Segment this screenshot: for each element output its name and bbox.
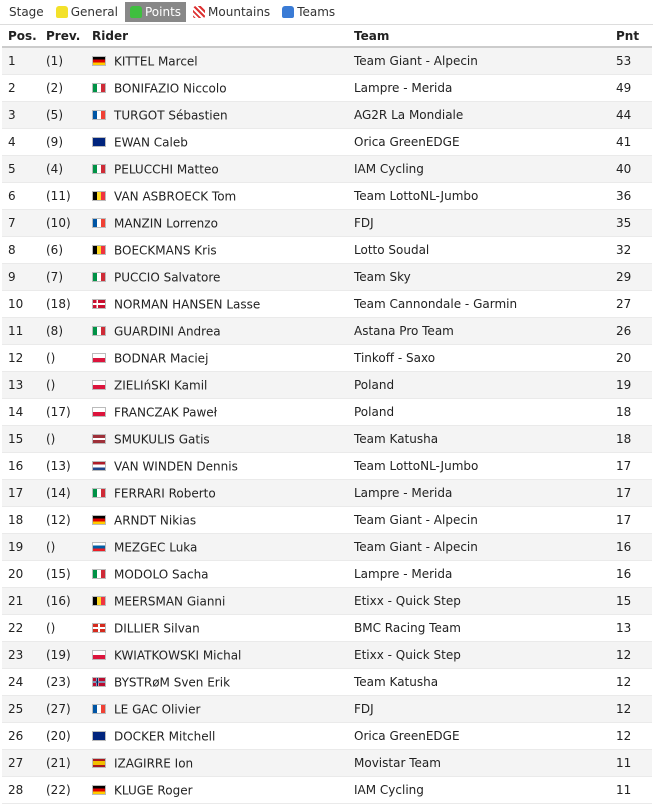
position-cell: 18 [8, 513, 24, 527]
previous-position-cell: () [46, 621, 56, 635]
rider-name-link[interactable]: MODOLO Sacha [114, 567, 209, 582]
team-link[interactable]: Poland [354, 378, 395, 392]
italy-flag-icon [92, 83, 106, 93]
team-link[interactable]: Lampre - Merida [354, 486, 453, 500]
belgium-flag-icon [92, 245, 106, 255]
italy-flag-icon [92, 326, 106, 336]
rider-cell [86, 669, 348, 696]
rider-name-link[interactable]: LE GAC Olivier [114, 702, 201, 717]
rider-cell [86, 507, 348, 534]
rider-name-link[interactable]: BYSTRøM Sven Erik [114, 675, 231, 690]
points-cell: 17 [616, 486, 632, 500]
table-row [2, 210, 652, 237]
previous-position-cell: (10) [46, 216, 71, 230]
norway-flag-icon [92, 677, 106, 687]
france-flag-icon [92, 218, 106, 228]
italy-flag-icon [92, 272, 106, 282]
slovenia-flag-icon [92, 542, 106, 552]
team-link[interactable]: Team Giant - Alpecin [354, 513, 478, 527]
points-cell: 32 [616, 243, 632, 257]
points-cell: 49 [616, 81, 632, 95]
tab-teams[interactable] [277, 2, 340, 22]
previous-position-cell: (8) [46, 324, 63, 338]
team-link[interactable]: Tinkoff - Saxo [354, 351, 436, 365]
position-cell: 6 [8, 189, 16, 203]
previous-position-cell: () [46, 351, 56, 365]
position-cell: 27 [8, 756, 24, 770]
points-cell: 44 [616, 108, 632, 122]
position-cell: 25 [8, 702, 24, 716]
points-cell: 15 [616, 594, 632, 608]
table-row [2, 534, 652, 561]
rider-cell [86, 642, 348, 669]
switzerland-flag-icon [92, 623, 106, 633]
previous-position-cell: (14) [46, 486, 71, 500]
team-link[interactable]: Orica GreenEDGE [354, 135, 460, 149]
previous-position-cell: (7) [46, 270, 63, 284]
team-link[interactable]: Etixx - Quick Step [354, 648, 461, 662]
previous-position-cell: () [46, 378, 56, 392]
team-link[interactable]: Team Cannondale - Garmin [354, 297, 518, 311]
germany-flag-icon [92, 515, 106, 525]
italy-flag-icon [92, 488, 106, 498]
team-link[interactable]: Lampre - Merida [354, 567, 453, 581]
points-cell: 41 [616, 135, 632, 149]
rider-name-link[interactable]: TURGOT Sébastien [114, 108, 228, 123]
points-cell: 17 [616, 459, 632, 473]
rider-cell [86, 156, 348, 183]
netherlands-flag-icon [92, 461, 106, 471]
rider-cell [86, 210, 348, 237]
table-row [2, 696, 652, 723]
team-link[interactable]: Team LottoNL-Jumbo [354, 189, 479, 203]
germany-flag-icon [92, 56, 106, 66]
rider-cell [86, 237, 348, 264]
table-row [2, 129, 652, 156]
previous-position-cell: () [46, 540, 56, 554]
points-cell: 40 [616, 162, 632, 176]
latvia-flag-icon [92, 434, 106, 444]
team-link[interactable]: Orica GreenEDGE [354, 729, 460, 743]
previous-position-cell: (18) [46, 297, 71, 311]
table-row [2, 399, 652, 426]
previous-position-cell: (19) [46, 648, 71, 662]
rider-cell [86, 453, 348, 480]
points-cell: 13 [616, 621, 632, 635]
team-link[interactable]: Lampre - Merida [354, 81, 453, 95]
position-cell: 24 [8, 675, 24, 689]
jersey-blue-icon [282, 6, 294, 18]
previous-position-cell: (2) [46, 81, 63, 95]
team-link[interactable]: Etixx - Quick Step [354, 594, 461, 608]
table-row [2, 47, 652, 75]
position-cell: 8 [8, 243, 16, 257]
table-row [2, 318, 652, 345]
points-cell: 16 [616, 540, 632, 554]
rider-name-link[interactable]: ZIELIńSKI Kamil [114, 378, 208, 393]
team-link[interactable]: Team Katusha [354, 432, 439, 446]
team-link[interactable]: BMC Racing Team [354, 621, 461, 635]
points-cell: 12 [616, 702, 632, 716]
spain-flag-icon [92, 758, 106, 768]
col-header-team[interactable]: Team [348, 25, 610, 47]
table-row [2, 156, 652, 183]
position-cell: 1 [8, 54, 16, 68]
rider-name-link[interactable]: ARNDT Nikias [114, 513, 197, 528]
previous-position-cell: (1) [46, 54, 63, 68]
rider-name-link[interactable]: KLUGE Roger [114, 783, 193, 798]
rider-name-link[interactable]: FERRARI Roberto [114, 486, 216, 501]
table-row [2, 588, 652, 615]
rider-cell [86, 291, 348, 318]
rider-name-link[interactable]: PUCCIO Salvatore [114, 270, 221, 285]
belgium-flag-icon [92, 191, 106, 201]
col-header-pnt[interactable]: Pnt [610, 25, 652, 47]
points-cell: 17 [616, 513, 632, 527]
points-cell: 11 [616, 756, 632, 770]
previous-position-cell: (23) [46, 675, 71, 689]
previous-position-cell: () [46, 432, 56, 446]
belgium-flag-icon [92, 596, 106, 606]
tab-label: Points [144, 5, 182, 19]
position-cell: 22 [8, 621, 24, 635]
table-row [2, 615, 652, 642]
tab-stage[interactable] [4, 2, 49, 22]
rider-name-link[interactable]: DILLIER Silvan [114, 621, 200, 636]
points-cell: 36 [616, 189, 632, 203]
rider-cell [86, 426, 348, 453]
position-cell: 20 [8, 567, 24, 581]
team-link[interactable]: Team Giant - Alpecin [354, 540, 478, 554]
france-flag-icon [92, 704, 106, 714]
table-row [2, 453, 652, 480]
position-cell: 23 [8, 648, 24, 662]
rider-cell [86, 318, 348, 345]
table-row [2, 723, 652, 750]
points-cell: 26 [616, 324, 632, 338]
previous-position-cell: (17) [46, 405, 71, 419]
position-cell: 26 [8, 729, 24, 743]
jersey-yellow-icon [56, 6, 68, 18]
team-link[interactable]: Astana Pro Team [354, 324, 454, 338]
col-header-prev[interactable]: Prev. [40, 25, 86, 47]
rider-cell [86, 372, 348, 399]
rider-cell [86, 75, 348, 102]
points-cell: 18 [616, 432, 632, 446]
rider-cell [86, 750, 348, 777]
table-row [2, 480, 652, 507]
points-cell: 53 [616, 54, 632, 68]
rider-name-link[interactable]: SMUKULIS Gatis [114, 432, 210, 447]
table-row [2, 345, 652, 372]
position-cell: 12 [8, 351, 24, 365]
italy-flag-icon [92, 164, 106, 174]
previous-position-cell: (20) [46, 729, 71, 743]
table-row [2, 750, 652, 777]
rider-name-link[interactable]: VAN WINDEN Dennis [114, 459, 238, 474]
table-row [2, 561, 652, 588]
position-cell: 5 [8, 162, 16, 176]
rider-name-link[interactable]: KWIATKOWSKI Michal [114, 648, 242, 663]
tab-label: Stage [9, 5, 44, 19]
rider-cell [86, 264, 348, 291]
table-row [2, 426, 652, 453]
previous-position-cell: (21) [46, 756, 71, 770]
rider-name-link[interactable]: KITTEL Marcel [114, 54, 198, 69]
australia-flag-icon [92, 731, 106, 741]
previous-position-cell: (12) [46, 513, 71, 527]
germany-flag-icon [92, 785, 106, 795]
tab-mountains[interactable] [188, 2, 275, 22]
position-cell: 15 [8, 432, 24, 446]
table-row [2, 264, 652, 291]
rider-name-link[interactable]: EWAN Caleb [114, 135, 188, 150]
points-cell: 20 [616, 351, 632, 365]
rider-name-link[interactable]: DOCKER Mitchell [114, 729, 216, 744]
rider-cell [86, 183, 348, 210]
previous-position-cell: (27) [46, 702, 71, 716]
points-cell: 12 [616, 648, 632, 662]
rider-name-link[interactable]: MANZIN Lorrenzo [114, 216, 218, 231]
position-cell: 14 [8, 405, 24, 419]
rider-cell [86, 480, 348, 507]
team-link[interactable]: Movistar Team [354, 756, 441, 770]
team-link[interactable]: Poland [354, 405, 395, 419]
position-cell: 4 [8, 135, 16, 149]
points-classification-table [2, 25, 652, 804]
classification-tabs [0, 0, 653, 25]
rider-cell [86, 696, 348, 723]
position-cell: 19 [8, 540, 24, 554]
table-header-row [2, 25, 652, 47]
team-link[interactable]: AG2R La Mondiale [354, 108, 464, 122]
poland-flag-icon [92, 353, 106, 363]
previous-position-cell: (5) [46, 108, 63, 122]
previous-position-cell: (6) [46, 243, 63, 257]
tab-label: Mountains [208, 5, 271, 19]
rider-cell [86, 534, 348, 561]
points-cell: 27 [616, 297, 632, 311]
france-flag-icon [92, 110, 106, 120]
position-cell: 3 [8, 108, 16, 122]
previous-position-cell: (11) [46, 189, 71, 203]
rider-cell [86, 723, 348, 750]
team-link[interactable]: FDJ [354, 216, 374, 230]
italy-flag-icon [92, 569, 106, 579]
table-row [2, 183, 652, 210]
rider-cell [86, 102, 348, 129]
team-link[interactable]: FDJ [354, 702, 374, 716]
table-row [2, 237, 652, 264]
col-header-pos[interactable]: Pos. [2, 25, 40, 47]
position-cell: 11 [8, 324, 24, 338]
previous-position-cell: (13) [46, 459, 71, 473]
team-link[interactable]: Team Giant - Alpecin [354, 54, 478, 68]
tab-label: General [70, 5, 118, 19]
rider-name-link[interactable]: BODNAR Maciej [114, 351, 209, 366]
previous-position-cell: (15) [46, 567, 71, 581]
table-row [2, 669, 652, 696]
jersey-green-icon [130, 6, 142, 18]
previous-position-cell: (16) [46, 594, 71, 608]
col-header-rider[interactable]: Rider [86, 25, 348, 47]
rider-cell [86, 561, 348, 588]
team-link[interactable]: IAM Cycling [354, 783, 424, 797]
rider-cell [86, 615, 348, 642]
rider-name-link[interactable]: BOECKMANS Kris [114, 243, 217, 258]
previous-position-cell: (22) [46, 783, 71, 797]
position-cell: 2 [8, 81, 16, 95]
team-link[interactable]: Lotto Soudal [354, 243, 430, 257]
points-cell: 29 [616, 270, 632, 284]
table-row [2, 372, 652, 399]
tab-general[interactable] [51, 2, 123, 22]
denmark-flag-icon [92, 299, 106, 309]
points-cell: 12 [616, 729, 632, 743]
rider-cell [86, 129, 348, 156]
poland-flag-icon [92, 380, 106, 390]
position-cell: 9 [8, 270, 16, 284]
tab-label: Teams [297, 5, 336, 19]
table-row [2, 777, 652, 804]
rider-cell [86, 345, 348, 372]
table-row [2, 102, 652, 129]
points-cell: 18 [616, 405, 632, 419]
position-cell: 17 [8, 486, 24, 500]
position-cell: 13 [8, 378, 24, 392]
previous-position-cell: (9) [46, 135, 63, 149]
table-row [2, 642, 652, 669]
position-cell: 21 [8, 594, 24, 608]
points-cell: 16 [616, 567, 632, 581]
australia-flag-icon [92, 137, 106, 147]
points-cell: 12 [616, 675, 632, 689]
tab-points[interactable] [125, 2, 186, 22]
rider-name-link[interactable]: FRANCZAK Paweł [114, 405, 218, 420]
rider-cell [86, 588, 348, 615]
previous-position-cell: (4) [46, 162, 63, 176]
points-cell: 35 [616, 216, 632, 230]
table-row [2, 507, 652, 534]
rider-name-link[interactable]: MEZGEC Luka [114, 540, 198, 555]
rider-cell [86, 47, 348, 75]
rider-name-link[interactable]: MEERSMAN Gianni [114, 594, 226, 609]
table-row [2, 75, 652, 102]
rider-name-link[interactable]: GUARDINI Andrea [114, 324, 221, 339]
position-cell: 7 [8, 216, 16, 230]
jersey-polka-icon [193, 6, 205, 18]
rider-cell [86, 399, 348, 426]
poland-flag-icon [92, 407, 106, 417]
rider-cell [86, 777, 348, 804]
position-cell: 10 [8, 297, 24, 311]
rider-name-link[interactable]: NORMAN HANSEN Lasse [114, 297, 261, 312]
team-link[interactable]: IAM Cycling [354, 162, 424, 176]
team-link[interactable]: Team Sky [354, 270, 411, 284]
rider-name-link[interactable]: BONIFAZIO Niccolo [114, 81, 227, 96]
rider-name-link[interactable]: VAN ASBROECK Tom [114, 189, 237, 204]
position-cell: 28 [8, 783, 24, 797]
team-link[interactable]: Team LottoNL-Jumbo [354, 459, 479, 473]
points-cell: 19 [616, 378, 632, 392]
team-link[interactable]: Team Katusha [354, 675, 439, 689]
poland-flag-icon [92, 650, 106, 660]
rider-name-link[interactable]: IZAGIRRE Ion [114, 756, 194, 771]
table-row [2, 291, 652, 318]
points-cell: 11 [616, 783, 632, 797]
position-cell: 16 [8, 459, 24, 473]
rider-name-link[interactable]: PELUCCHI Matteo [114, 162, 219, 177]
